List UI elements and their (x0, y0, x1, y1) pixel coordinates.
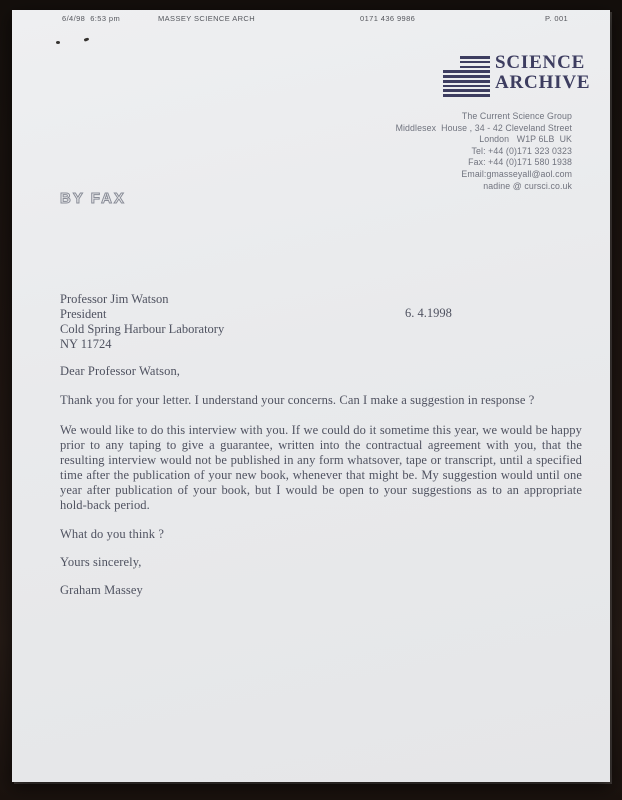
letter-date: 6. 4.1998 (405, 306, 452, 320)
logo-wordmark (495, 53, 590, 93)
logo-stripes-icon (443, 56, 490, 97)
paragraph: What do you think ? (60, 527, 164, 541)
by-fax-stamp: BY FAX (60, 190, 126, 207)
recipient-line: Cold Spring Harbour Laboratory (60, 322, 225, 336)
ink-speck (56, 41, 60, 44)
address-line: London W1P 6LB UK (479, 134, 572, 145)
fax-station-name: MASSEY SCIENCE ARCH (158, 14, 256, 23)
address-line: Email:gmasseyall@aol.com (461, 168, 572, 179)
letter-body (60, 364, 582, 598)
recipient-line: President (60, 307, 107, 321)
logo-line-science: SCIENCE (495, 52, 586, 73)
fax-letter-page (12, 10, 610, 782)
recipient-line: NY 11724 (60, 337, 112, 351)
address-line: Middlesex House , 34 - 42 Cleveland Street (395, 122, 572, 133)
signature: Graham Massey (60, 583, 143, 597)
ink-speck (84, 37, 90, 42)
paragraph: We would like to do this interview with you. If we could do it sometime this year, we would be happy prior to any taping to give a guarantee, written into the contractual agreement with you, that the resulting interview would not be published in any form whatsover, tape or transcript, until a specified time after the publication of your new book, whenever that might be. My suggestion would until one year after publication of your book, but I would be open to your suggestions as to an appropriate hold-back period. (60, 423, 582, 512)
address-line: The Current Science Group (461, 111, 572, 121)
recipient-line: Professor Jim Watson (60, 292, 169, 306)
closing: Yours sincerely, (60, 555, 142, 569)
paragraph: Thank you for your letter. I understand your concerns. Can I make a suggestion in response ? (60, 393, 535, 407)
fax-page-number: P. 001 (545, 14, 569, 23)
recipient-block (60, 292, 224, 352)
fax-number: 0171 436 9986 (360, 14, 416, 23)
salutation: Dear Professor Watson, (60, 364, 181, 378)
address-line: Tel: +44 (0)171 323 0323 (471, 145, 572, 156)
logo-line-archive: ARCHIVE (495, 72, 591, 93)
fax-datetime: 6/4/98 6:53 pm (62, 14, 121, 23)
letterhead-address (396, 111, 572, 192)
address-line: nadine @ cursci.co.uk (483, 180, 572, 191)
address-line: Fax: +44 (0)171 580 1938 (468, 157, 572, 168)
science-archive-logo (443, 53, 590, 97)
